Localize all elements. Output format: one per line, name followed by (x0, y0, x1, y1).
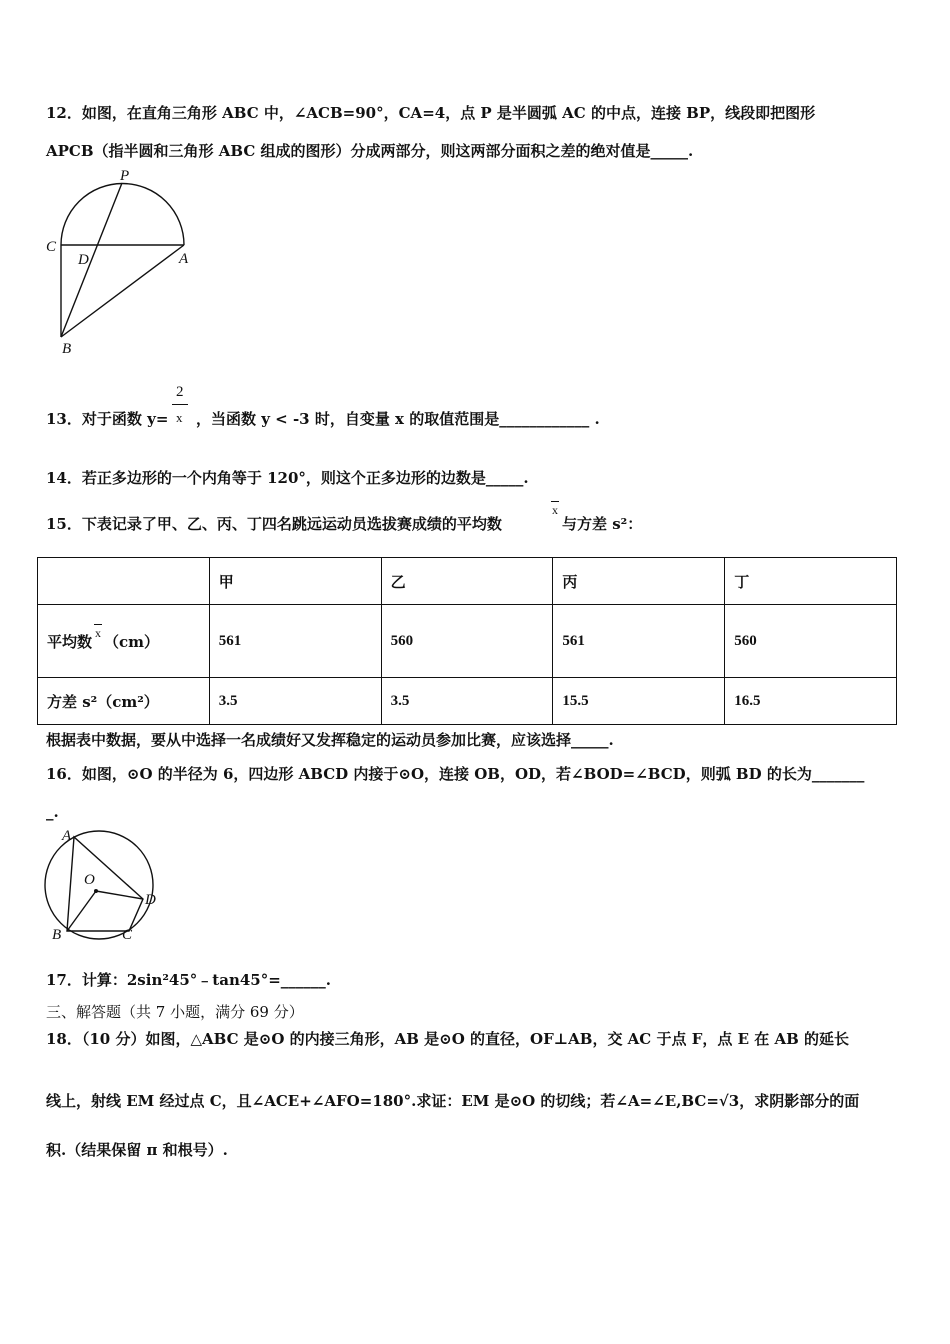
q17-text: 17．计算：2sin²45°﹣tan45°=______. (46, 971, 332, 989)
label-c: C (46, 239, 57, 255)
quadrilateral-abcd (67, 837, 143, 931)
row-mean-label (38, 605, 210, 678)
q15-xbar: x (552, 503, 558, 517)
label-c2: C (122, 927, 133, 943)
row-variance-label: 方差 s²（cm²） (38, 678, 210, 725)
header-yi: 乙 (381, 558, 553, 605)
q16-figure (38, 828, 163, 943)
label-b2: B (52, 927, 62, 943)
table-header-row (38, 558, 897, 605)
mean-bing: 561 (553, 605, 725, 678)
q12-figure (40, 165, 200, 360)
header-ding: 丁 (725, 558, 897, 605)
label-d: D (78, 252, 89, 268)
mean-unit: （cm） (104, 632, 160, 651)
header-jia: 甲 (209, 558, 381, 605)
table-row-variance (38, 678, 897, 725)
semicircle-arc (61, 184, 184, 246)
label-a2: A (62, 828, 72, 844)
label-p: P (120, 168, 130, 184)
q16-line1: 16．如图，⊙O 的半径为 6，四边形 ABCD 内接于⊙O，连接 OB，OD，若∠BOD=∠BCD，则弧 BD 的长为_______ (46, 765, 865, 783)
q12-line2: APCB（指半圆和三角形 ABC 组成的图形）分成两部分，则这两部分面积之差的绝对值是_____. (46, 142, 694, 160)
mean-jia: 561 (209, 605, 381, 678)
mean-xbar: x (95, 625, 102, 640)
circle-o (45, 831, 153, 939)
q12-line1: 12．如图，在直角三角形 ABC 中，∠ACB=90°，CA=4，点 P 是半圆弧 AC 的中点，连接 BP，线段即把图形 (46, 104, 816, 122)
mean-yi: 560 (381, 605, 553, 678)
q13-prefix: 13．对于函数 y= (46, 410, 169, 428)
q18-line2: 线上，射线 EM 经过点 C，且∠ACE+∠AFO=180°.求证：EM 是⊙O 的切线；若∠A=∠E,BC=√3，求阴影部分的面 (46, 1092, 860, 1110)
variance-jia: 3.5 (209, 678, 381, 725)
mean-ding: 560 (725, 605, 897, 678)
q13-frac-den: x (176, 410, 183, 425)
q18-line1: 18．（10 分）如图，△ABC 是⊙O 的内接三角形，AB 是⊙O 的直径，OF⊥AB，交 AC 于点 F，点 E 在 AB 的延长 (46, 1030, 849, 1048)
header-blank (38, 558, 210, 605)
section-title: 三、解答题（共 7 小题，满分 69 分） (46, 1003, 304, 1021)
q13-frac-bar (172, 404, 188, 405)
q15-prefix: 15．下表记录了甲、乙、丙、丁四名跳远运动员选拔赛成绩的平均数 (46, 515, 502, 533)
label-o: O (84, 872, 95, 888)
center-dot (94, 889, 98, 893)
label-b: B (62, 341, 72, 357)
segment-ob (67, 891, 96, 931)
q13-suffix: ，当函数 y < -3 时，自变量 x 的取值范围是____________ . (196, 410, 600, 428)
table-row-mean (38, 605, 897, 678)
results-table (37, 557, 897, 725)
header-bing: 丙 (553, 558, 725, 605)
q13-frac-num: 2 (176, 384, 184, 400)
mean-label-text: 平均数 (47, 632, 93, 651)
q15-suffix: 与方差 s²： (562, 515, 643, 533)
q15-after: 根据表中数据，要从中选择一名成绩好又发挥稳定的运动员参加比赛，应该选择_____. (46, 731, 614, 749)
variance-yi: 3.5 (381, 678, 553, 725)
label-a: A (179, 251, 189, 267)
q16-line2: _. (46, 803, 59, 821)
variance-ding: 16.5 (725, 678, 897, 725)
label-d2: D (145, 892, 156, 908)
variance-bing: 15.5 (553, 678, 725, 725)
q18-line3: 积.（结果保留 π 和根号）. (46, 1141, 228, 1159)
q14-text: 14．若正多边形的一个内角等于 120°，则这个正多边形的边数是_____. (46, 469, 529, 487)
